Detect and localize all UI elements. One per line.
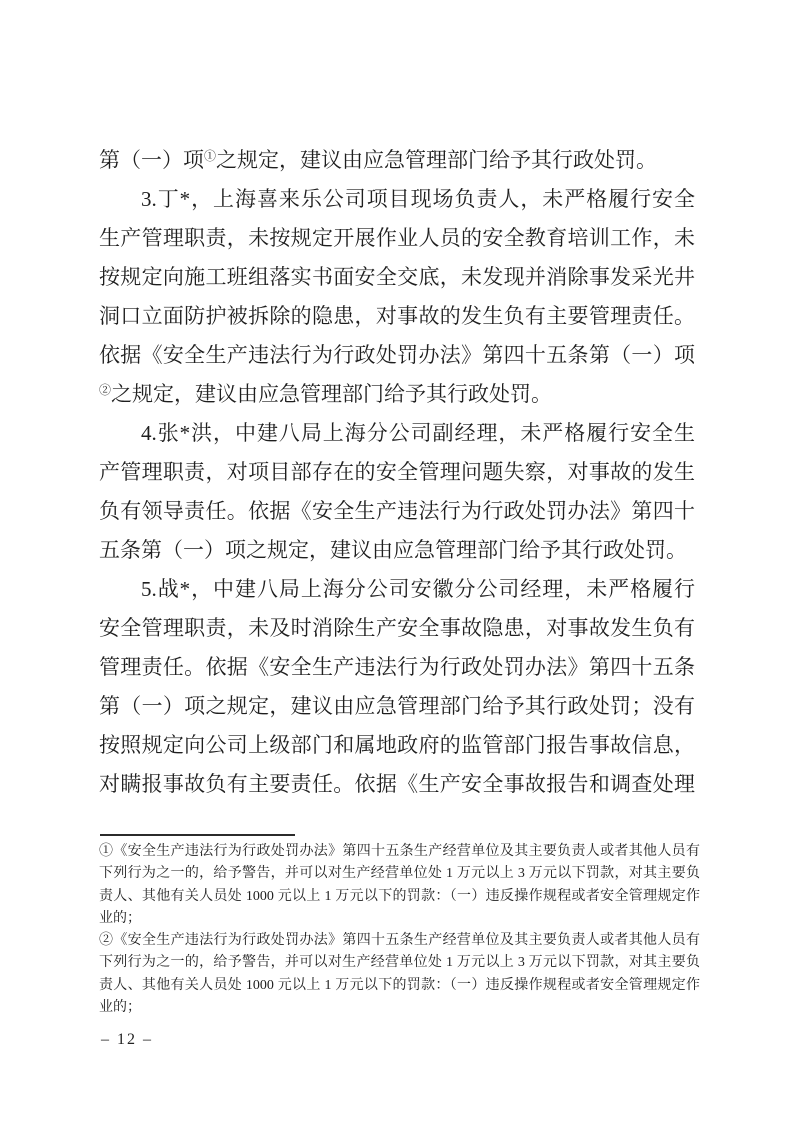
body-line: 依据《安全生产违法行为行政处罚办法》第四十五条第（一）项 [99,343,695,367]
body-line: 第（一）项之规定，建议由应急管理部门给予其行政处罚；没有 [99,694,695,718]
footnote-line: 业的； [99,910,141,926]
body-line: 按规定向施工班组落实书面安全交底，未发现并消除事发采光井 [99,265,695,289]
footnote-ref-icon: ① [204,149,217,163]
body-line: 五条第（一）项之规定，建议由应急管理部门给予其行政处罚。 [99,538,687,562]
body-line: 产管理职责，对项目部存在的安全管理问题失察，对事故的发生 [99,460,695,484]
footnote-ref-icon: ② [99,383,112,397]
footnotes [99,841,700,1019]
body-line: 按照规定向公司上级部门和属地政府的监管部门报告事故信息， [99,733,695,757]
footnote-line: ①《安全生产违法行为行政处罚办法》第四十五条生产经营单位及其主要负责人或者其他人员有 [99,844,700,859]
body-line: 3.丁*，上海喜来乐公司项目现场负责人，未严格履行安全 [141,187,695,211]
footnote-line: 下列行为之一的，给予警告，并可以对生产经营单位处 1 万元以上 3 万元以下罚款，对其主要负 [99,866,700,882]
body-line: 洞口立面防护被拆除的隐患，对事故的发生负有主要管理责任。 [99,304,695,328]
footnote-line: 下列行为之一的，给予警告，并可以对生产经营单位处 1 万元以上 3 万元以下罚款，对其主要负 [99,955,700,971]
body-line: 管理责任。依据《安全生产违法行为行政处罚办法》第四十五条 [99,655,695,679]
body-line: 4.张*洪，中建八局上海分公司副经理，未严格履行安全生 [141,421,695,445]
body-line: ②之规定，建议由应急管理部门给予其行政处罚。 [99,382,553,406]
body-line: 负有领导责任。依据《安全生产违法行为行政处罚办法》第四十 [99,499,695,523]
body-line: 5.战*，中建八局上海分公司安徽分公司经理，未严格履行 [141,577,695,601]
body-line: 生产管理职责，未按规定开展作业人员的安全教育培训工作，未 [99,226,695,250]
page-number: – 12 – [101,1031,153,1048]
footnote-line: 责人、其他有关人员处 1000 元以上 1 万元以下的罚款：（一）违反操作规程或者安全管理规定作 [99,977,700,993]
footnote-line: 业的； [99,1000,141,1016]
body-line: 安全管理职责，未及时消除生产安全事故隐患，对事故发生负有 [99,616,695,640]
body-text [99,141,695,804]
footnote-line: ②《安全生产违法行为行政处罚办法》第四十五条生产经营单位及其主要负责人或者其他人员有 [99,933,700,949]
body-line: 第（一）项①之规定，建议由应急管理部门给予其行政处罚。 [99,148,658,172]
footnote-separator [100,834,295,836]
body-line: 对瞒报事故负有主要责任。依据《生产安全事故报告和调查处理 [99,772,695,796]
footnote-line: 责人、其他有关人员处 1000 元以上 1 万元以下的罚款：（一）违反操作规程或者安全管理规定作 [99,888,700,904]
